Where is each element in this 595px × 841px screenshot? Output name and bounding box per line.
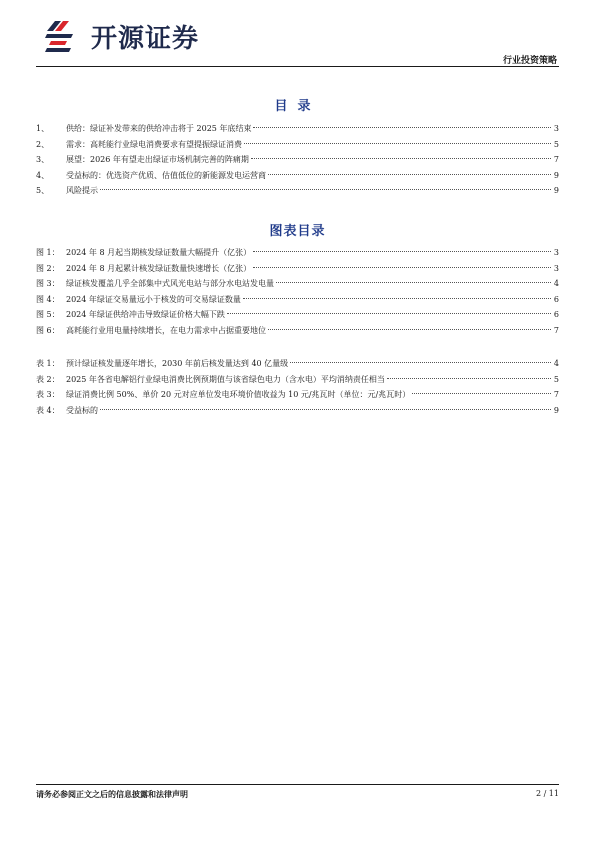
table-item[interactable] bbox=[36, 387, 559, 403]
toc-list bbox=[36, 121, 559, 199]
figure-page: 3 bbox=[553, 248, 559, 257]
footer-disclaimer: 请务必参阅正文之后的信息披露和法律声明 bbox=[36, 790, 188, 799]
toc-leader-dots bbox=[251, 158, 551, 159]
table-item[interactable] bbox=[36, 356, 559, 372]
toc-item-number: 5、 bbox=[36, 186, 50, 195]
page-indicator: 2 / 11 bbox=[535, 789, 559, 798]
table-item[interactable] bbox=[36, 372, 559, 388]
kaiyuan-securities-logo-icon bbox=[45, 19, 85, 53]
table-page: 5 bbox=[553, 374, 559, 384]
footer-divider bbox=[36, 784, 559, 785]
figure-number: 图 3： bbox=[36, 279, 60, 288]
figure-page: 7 bbox=[553, 325, 559, 335]
figure-page: 6 bbox=[553, 294, 559, 304]
toc-item[interactable] bbox=[36, 121, 559, 137]
toc-item[interactable] bbox=[36, 168, 559, 184]
table-number: 表 3： bbox=[36, 390, 60, 399]
figure-item[interactable] bbox=[36, 276, 559, 292]
toc-item-page: 9 bbox=[553, 170, 559, 180]
toc-item[interactable] bbox=[36, 152, 559, 168]
toc-item-page: 7 bbox=[553, 155, 559, 164]
toc-leader-dots bbox=[268, 174, 551, 175]
table-text: 受益标的 bbox=[66, 405, 98, 415]
toc-leader-dots bbox=[268, 329, 551, 330]
toc-item-page: 3 bbox=[553, 124, 559, 133]
toc-leader-dots bbox=[387, 378, 551, 379]
figure-text: 2024 年绿证供给冲击导致绿证价格大幅下跌 bbox=[66, 310, 225, 319]
figure-number: 图 4： bbox=[36, 294, 60, 304]
toc-leader-dots bbox=[253, 127, 551, 128]
figure-item[interactable] bbox=[36, 261, 559, 277]
figure-text: 绿证核发覆盖几乎全部集中式风光电站与部分水电站发电量 bbox=[66, 279, 274, 288]
toc-item-number: 1、 bbox=[36, 124, 50, 133]
table-page: 9 bbox=[553, 405, 559, 415]
tables-list bbox=[36, 356, 559, 418]
toc-item-number: 3、 bbox=[36, 155, 50, 164]
table-text: 预计绿证核发量逐年增长，2030 年前后核发量达到 40 亿量级 bbox=[66, 359, 289, 368]
toc-item-text: 需求：高耗能行业绿电消费要求有望提振绿证消费 bbox=[66, 139, 242, 149]
table-item[interactable] bbox=[36, 403, 559, 419]
figure-number: 图 2： bbox=[36, 263, 60, 273]
toc-leader-dots bbox=[100, 189, 551, 190]
figure-number: 图 6： bbox=[36, 325, 60, 335]
figures-toc-title: 图表目录 bbox=[269, 224, 326, 239]
figure-text: 2024 年绿证交易量远小于核发的可交易绿证数量 bbox=[66, 294, 241, 304]
toc-leader-dots bbox=[412, 393, 551, 394]
table-number: 表 4： bbox=[36, 405, 60, 415]
figure-text: 2024 年 8 月起当期核发绿证数量大幅提升（亿张） bbox=[66, 248, 252, 257]
figure-text: 2024 年 8 月起累计核发绿证数量快速增长（亿张） bbox=[66, 263, 252, 273]
toc-item-page: 5 bbox=[553, 139, 559, 149]
table-page: 4 bbox=[553, 359, 559, 368]
figure-item[interactable] bbox=[36, 292, 559, 308]
toc-item-number: 4、 bbox=[36, 170, 50, 180]
toc-item-text: 供给：绿证补发带来的供给冲击将于 2025 年底结束 bbox=[66, 124, 252, 133]
figure-item[interactable] bbox=[36, 323, 559, 339]
table-text: 2025 年各省电解铝行业绿电消费比例预期值与该省绿色电力（含水电）平均消纳责任相当 bbox=[66, 374, 385, 384]
toc-item[interactable] bbox=[36, 183, 559, 199]
toc-leader-dots bbox=[227, 313, 551, 314]
figure-page: 6 bbox=[553, 310, 559, 319]
toc-leader-dots bbox=[244, 143, 551, 144]
figure-text: 高耗能行业用电量持续增长，在电力需求中占据重要地位 bbox=[66, 325, 266, 335]
table-text: 绿证消费比例 50%、单价 20 元对应单位发电环境价值收益为 10 元/兆瓦时（单位：元/兆瓦时） bbox=[66, 390, 411, 399]
toc-item[interactable] bbox=[36, 137, 559, 153]
toc-leader-dots bbox=[276, 282, 551, 283]
toc-leader-dots bbox=[290, 362, 551, 363]
toc-leader-dots bbox=[253, 251, 551, 252]
toc-leader-dots bbox=[100, 409, 551, 410]
toc-item-text: 风险提示 bbox=[66, 186, 98, 195]
figure-page: 4 bbox=[553, 279, 559, 288]
header-divider bbox=[36, 66, 559, 67]
toc-leader-dots bbox=[253, 267, 551, 268]
table-page: 7 bbox=[553, 390, 559, 399]
toc-leader-dots bbox=[243, 298, 551, 299]
figures-list bbox=[36, 245, 559, 338]
table-number: 表 1： bbox=[36, 359, 60, 368]
toc-item-text: 受益标的：优选资产优质、估值低位的新能源发电运营商 bbox=[66, 170, 266, 180]
toc-item-text: 展望：2026 年有望走出绿证市场机制完善的阵痛期 bbox=[66, 155, 249, 164]
figure-number: 图 5： bbox=[36, 310, 60, 319]
report-type: 行业投资策略 bbox=[502, 56, 557, 66]
figure-number: 图 1： bbox=[36, 248, 60, 257]
figure-page: 3 bbox=[553, 263, 559, 273]
company-name: 开源证券 bbox=[91, 23, 200, 54]
toc-item-number: 2、 bbox=[36, 139, 50, 149]
table-number: 表 2： bbox=[36, 374, 60, 384]
company-logo bbox=[45, 19, 199, 53]
toc-item-page: 9 bbox=[553, 186, 559, 195]
toc-title: 目录 bbox=[274, 99, 321, 114]
figure-item[interactable] bbox=[36, 245, 559, 261]
figure-item[interactable] bbox=[36, 307, 559, 323]
